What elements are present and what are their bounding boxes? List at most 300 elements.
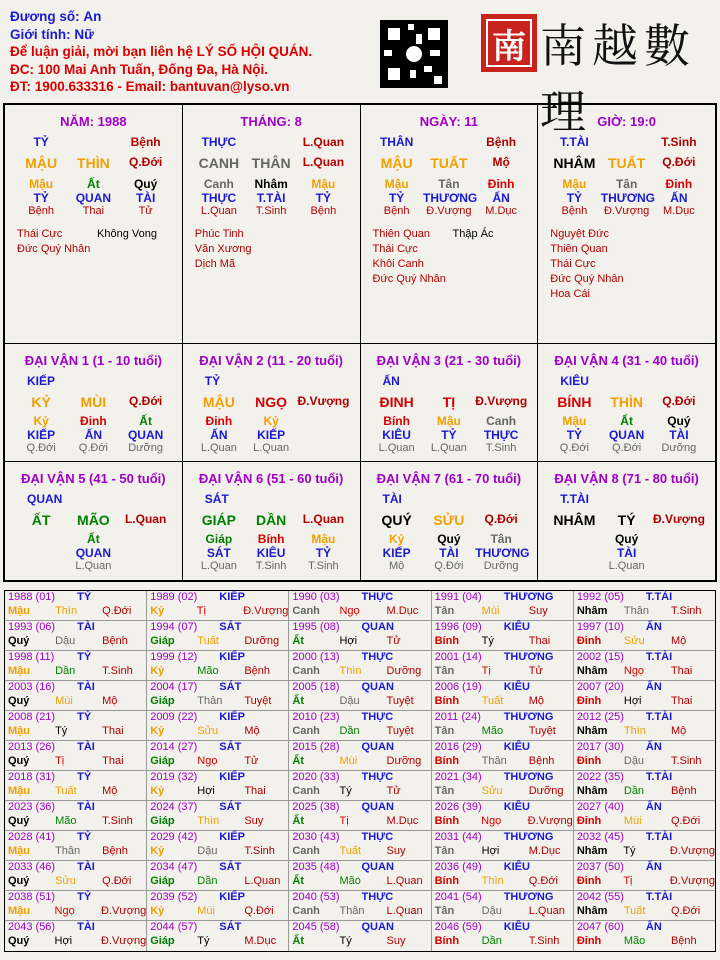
year-top — [5, 771, 146, 785]
year-top — [147, 651, 288, 665]
dai-van-stages-item: Dưỡng — [128, 442, 163, 454]
dai-van-can — [5, 394, 182, 410]
dai-van-stages-item: L.Quan — [608, 560, 645, 572]
year-branch: Tý — [339, 935, 352, 947]
year-stage: Thai — [102, 755, 124, 767]
pillar-gods — [538, 191, 715, 205]
pillar-gods-item: TÀI — [135, 191, 156, 205]
dai-van-stages — [361, 442, 538, 454]
pillar-stages-item: M.Dục — [485, 205, 518, 217]
pillar-stages-item: Đ.Vượng — [426, 205, 472, 217]
year-label: 2001 (14) — [434, 651, 482, 663]
year-top — [432, 591, 573, 605]
year-bottom — [432, 755, 573, 769]
dai-van-hidden-item: Quý — [614, 532, 639, 546]
year-stem: Kỷ — [150, 725, 165, 737]
year-stem: Đinh — [576, 635, 602, 647]
pillar-can-item: Q.Đới — [662, 155, 696, 169]
year-cell — [432, 771, 574, 800]
dai-van-gods-item: QUAN — [608, 428, 645, 442]
year-label: 1994 (07) — [150, 621, 198, 633]
year-stage: Thai — [670, 665, 693, 677]
year-label: 1997 (10) — [576, 621, 624, 633]
dai-van-stages-item: Q.Đới — [26, 442, 56, 454]
year-top — [574, 681, 715, 695]
year-cell — [289, 861, 431, 890]
star-name: Nguyệt Đức — [550, 228, 609, 240]
year-bottom — [574, 905, 715, 919]
year-top — [147, 591, 288, 605]
year-label: 2015 (28) — [292, 741, 340, 753]
star-row — [17, 242, 182, 257]
year-bottom — [147, 905, 288, 919]
brand-logo: 南越數理 — [540, 19, 696, 139]
dai-van-can-item: Q.Đới — [484, 512, 518, 526]
dai-van-can-item: DẦN — [255, 512, 287, 528]
year-cell — [289, 711, 431, 740]
dai-van-gods-item: ẤN — [84, 428, 103, 442]
year-branch: Hợi — [339, 635, 358, 647]
year-cell — [147, 681, 289, 710]
year-top — [574, 621, 715, 635]
year-bottom — [432, 935, 573, 949]
dai-van-top: TỶ — [204, 374, 221, 388]
year-god: TỶ — [77, 771, 92, 783]
dai-van-stages-item: Q.Đới — [612, 442, 642, 454]
dai-van-can-item: Đ.Vượng — [475, 394, 528, 408]
pillar-stages — [5, 205, 182, 217]
year-branch: Mùi — [481, 605, 500, 617]
year-god: SÁT — [219, 801, 242, 813]
star-name: Không Vong — [97, 228, 157, 240]
pillar-stages-item: L.Quan — [200, 205, 237, 217]
year-branch: Thân — [197, 695, 223, 707]
year-stem: Tân — [434, 905, 455, 917]
year-cell — [289, 831, 431, 860]
year-god: SÁT — [219, 741, 242, 753]
dai-van-hidden-item — [549, 532, 601, 546]
dai-van-gods-item: TÀI — [439, 546, 459, 560]
year-top — [5, 891, 146, 905]
year-bottom — [289, 635, 430, 649]
dai-van-gods — [5, 546, 182, 560]
year-god: ẤN — [645, 921, 662, 933]
year-stem: Mậu — [8, 845, 30, 857]
pillar-can-item: MẬU — [380, 155, 413, 171]
year-label: 2007 (20) — [576, 681, 624, 693]
year-row — [5, 651, 715, 681]
dai-van-gods-item: QUAN — [75, 546, 112, 560]
year-stage: Mộ — [670, 725, 687, 737]
dai-van-stages — [538, 442, 715, 454]
year-branch: Dậu — [623, 755, 645, 767]
dai-van-hidden-item: Ất — [87, 532, 100, 546]
year-stage: Q.Đới — [244, 905, 274, 917]
pillar-top-item: L.Quan — [302, 135, 345, 149]
year-god: T.TÀI — [645, 831, 673, 843]
year-god: KIẾP — [219, 891, 245, 903]
year-bottom — [147, 875, 288, 889]
year-stage: Dưỡng — [386, 755, 422, 767]
year-cell — [5, 771, 147, 800]
pillar-cell — [5, 105, 183, 344]
year-label: 2005 (18) — [292, 681, 340, 693]
year-god: QUAN — [361, 681, 394, 693]
year-top — [147, 861, 288, 875]
year-stage: Tuyệt — [528, 725, 556, 737]
year-bottom — [574, 875, 715, 889]
year-stem: Giáp — [150, 875, 175, 887]
year-branch: Dậu — [339, 695, 360, 707]
year-god: T.TÀI — [645, 771, 673, 783]
year-stem: Đinh — [576, 755, 602, 767]
year-top — [432, 891, 573, 905]
pillar-title: NĂM: 1988 — [60, 114, 127, 129]
dai-van-gods-item: KIẾP — [382, 546, 411, 560]
year-cell — [574, 591, 715, 620]
dai-van-gods-item — [120, 546, 172, 560]
year-stage: Mộ — [102, 695, 118, 707]
dai-van-gods-item: THƯƠNG — [475, 546, 530, 560]
star-name: Thập Ác — [452, 228, 494, 240]
pillar-gods-item: TỶ — [315, 191, 332, 205]
dai-van-stages — [183, 560, 360, 572]
pillar-top-item: T.Sinh — [661, 135, 697, 149]
year-god: QUAN — [361, 741, 394, 753]
year-stem: Quý — [8, 815, 30, 827]
year-label: 2013 (26) — [8, 741, 56, 753]
dai-van-can — [361, 512, 538, 528]
dai-van-gods — [5, 428, 182, 442]
year-stem: Giáp — [150, 635, 175, 647]
star-name: Đức Quý Nhân — [17, 243, 91, 255]
pillar-can — [183, 155, 360, 171]
year-stem: Quý — [8, 635, 30, 647]
pillar-hidden-item: Tân — [615, 177, 638, 191]
dai-van-cell — [361, 344, 539, 462]
year-bottom — [147, 725, 288, 739]
year-label: 2046 (59) — [434, 921, 482, 933]
dai-van-stages-item: T.Sinh — [308, 560, 339, 572]
year-god: SÁT — [219, 681, 242, 693]
dai-van-can — [538, 512, 715, 528]
dai-van-hidden — [183, 414, 360, 428]
year-top — [289, 591, 430, 605]
year-bottom — [289, 755, 430, 769]
year-bottom — [147, 815, 288, 829]
pillar-can-item: Mộ — [492, 155, 510, 169]
year-label: 2035 (48) — [292, 861, 340, 873]
star-name: Thiên Quan — [372, 228, 430, 240]
year-top — [289, 861, 430, 875]
pillar-stages-item: M.Dục — [662, 205, 695, 217]
gioi-value: Nữ — [74, 26, 94, 42]
year-row — [5, 711, 715, 741]
year-branch: Tị — [55, 755, 65, 767]
year-bottom — [289, 935, 430, 949]
year-stage: L.Quan — [386, 905, 423, 917]
year-stem: Canh — [292, 905, 320, 917]
star-name: Đức Quý Nhân — [550, 273, 624, 285]
dai-van-gods-item: TỶ — [315, 546, 332, 560]
year-cell — [147, 891, 289, 920]
year-god: THỰC — [361, 591, 394, 603]
pillar-gods-item: THƯƠNG — [600, 191, 655, 205]
year-cell — [5, 591, 147, 620]
dai-van-gods-item: KIẾP — [257, 428, 286, 442]
year-top — [574, 861, 715, 875]
year-label: 2020 (33) — [292, 771, 340, 783]
year-branch: Tý — [623, 845, 636, 857]
year-label: 2021 (34) — [434, 771, 482, 783]
year-stem: Tân — [434, 725, 455, 737]
year-label: 2029 (42) — [150, 831, 198, 843]
pillar-hidden-item: Đinh — [665, 177, 693, 191]
year-bottom — [147, 935, 288, 949]
pillar-stages-item: Bệnh — [28, 205, 54, 217]
year-stage: M.Dục — [386, 605, 419, 617]
year-god: QUAN — [361, 921, 394, 933]
year-bottom — [289, 725, 430, 739]
year-god: THỰC — [361, 651, 394, 663]
year-branch: Tuất — [197, 635, 219, 647]
dai-van-hidden — [183, 532, 360, 546]
dai-van-cell — [183, 344, 361, 462]
year-stage: Bệnh — [244, 665, 271, 677]
dai-van-can-item: THÌN — [610, 394, 643, 410]
dai-van-gods-item: ẤN — [210, 428, 228, 442]
year-label: 1988 (01) — [8, 591, 56, 603]
year-label: 2002 (15) — [576, 651, 624, 663]
dai-van-hidden-item: Ất — [139, 414, 152, 428]
year-god: SÁT — [219, 621, 242, 633]
year-stem: Nhâm — [576, 605, 608, 617]
chart-grid — [3, 103, 717, 582]
year-stage: M.Dục — [386, 815, 419, 827]
year-stem: Bính — [434, 695, 460, 707]
year-branch: Thìn — [623, 725, 646, 737]
year-stage: Bệnh — [102, 845, 128, 857]
year-top — [5, 621, 146, 635]
year-stem: Ất — [292, 815, 305, 827]
year-row — [5, 621, 715, 651]
pillar-stars — [5, 227, 182, 257]
year-god: ẤN — [645, 861, 662, 873]
dai-van-stages — [5, 560, 182, 572]
year-stem: Tân — [434, 605, 455, 617]
seal-logo: 南 — [481, 14, 537, 72]
year-label: 2025 (38) — [292, 801, 340, 813]
header-info — [10, 8, 380, 96]
year-label: 2010 (23) — [292, 711, 340, 723]
year-stem: Kỷ — [150, 605, 165, 617]
year-cell — [147, 801, 289, 830]
year-bottom — [5, 695, 146, 709]
year-top — [574, 891, 715, 905]
year-cell — [574, 831, 715, 860]
star-name: Phúc Tinh — [194, 228, 244, 240]
dai-van-title: ĐẠI VẬN 2 (11 - 20 tuổi) — [199, 353, 343, 368]
pillar-hidden-item: Quý — [133, 177, 158, 191]
dai-van-can — [183, 512, 360, 528]
year-bottom — [5, 935, 146, 949]
year-god: T.TÀI — [645, 711, 673, 723]
year-label: 2008 (21) — [8, 711, 56, 723]
year-stem: Kỷ — [150, 905, 165, 917]
year-stage: L.Quan — [528, 905, 565, 917]
year-cell — [574, 741, 715, 770]
year-cell — [5, 681, 147, 710]
year-god: KIÊU — [503, 861, 530, 873]
year-stage: Bệnh — [670, 935, 697, 947]
star-row — [550, 287, 715, 302]
year-branch: Thìn — [481, 875, 504, 887]
year-god: TỶ — [77, 651, 92, 663]
year-branch: Sửu — [623, 635, 645, 647]
year-stem: Ất — [292, 875, 305, 887]
year-stage: M.Dục — [244, 935, 277, 947]
year-stem: Nhâm — [576, 725, 608, 737]
dai-van-hidden-item: Quý — [437, 532, 461, 546]
year-bottom — [289, 665, 430, 679]
dai-van-can — [538, 394, 715, 410]
year-god: THƯƠNG — [503, 591, 554, 603]
dai-van-hidden-item — [120, 532, 172, 546]
year-top — [289, 741, 430, 755]
year-branch: Hợi — [481, 845, 500, 857]
year-god: KIÊU — [503, 741, 530, 753]
year-top — [574, 771, 715, 785]
dai-van-can-item: BÍNH — [557, 394, 592, 410]
year-branch: Thân — [55, 845, 81, 857]
year-god: T.TÀI — [645, 651, 673, 663]
year-branch: Tị — [481, 665, 491, 677]
year-bottom — [574, 695, 715, 709]
pillar-stages — [361, 205, 538, 217]
year-god: QUAN — [361, 801, 394, 813]
dai-van-title: ĐẠI VẬN 1 (1 - 10 tuổi) — [24, 353, 162, 368]
year-cell — [289, 891, 431, 920]
year-cell — [5, 831, 147, 860]
year-top — [432, 771, 573, 785]
pillar-stages-item: Bệnh — [310, 205, 337, 217]
pillar-hidden-item: Mậu — [311, 177, 336, 191]
year-stem: Quý — [8, 875, 30, 887]
year-top — [432, 711, 573, 725]
year-branch: Thìn — [55, 605, 78, 617]
dai-van-stages — [538, 560, 715, 572]
star-name — [630, 257, 710, 272]
year-bottom — [289, 695, 430, 709]
year-label: 1999 (12) — [150, 651, 198, 663]
year-bottom — [147, 755, 288, 769]
year-branch: Dậu — [197, 845, 218, 857]
year-god: THƯƠNG — [503, 831, 554, 843]
year-cell — [5, 861, 147, 890]
pillar-gods — [183, 191, 360, 205]
pillar-can-item: THÂN — [251, 155, 291, 171]
year-stage: Mộ — [102, 785, 118, 797]
dai-van-gods-item — [15, 546, 67, 560]
dai-van-hidden-item: Bính — [257, 532, 285, 546]
year-god: THỰC — [361, 711, 394, 723]
pillar-hidden-item: Ất — [87, 177, 100, 191]
year-god: THỰC — [361, 891, 394, 903]
year-stem: Nhâm — [576, 845, 608, 857]
year-label: 2047 (60) — [576, 921, 624, 933]
pillar-stages-item: Đ.Vượng — [604, 205, 650, 217]
dai-van-hidden-item — [298, 414, 350, 428]
pillar-can-item: NHÂM — [553, 155, 596, 171]
year-god: TỶ — [77, 831, 92, 843]
year-stage: T.Sinh — [102, 665, 133, 677]
dai-van-hidden-item — [15, 532, 67, 546]
year-branch: Dần — [55, 665, 76, 677]
year-label: 2016 (29) — [434, 741, 482, 753]
year-stem: Đinh — [576, 695, 602, 707]
dai-van-stages-item: Q.Đới — [434, 560, 464, 572]
year-top — [574, 741, 715, 755]
year-label: 2039 (52) — [150, 891, 198, 903]
year-label: 1998 (11) — [8, 651, 55, 663]
year-stem: Mậu — [8, 785, 30, 797]
year-row — [5, 591, 715, 621]
star-row — [550, 242, 715, 257]
star-name — [630, 287, 710, 302]
dai-van-stages — [183, 442, 360, 454]
year-bottom — [147, 635, 288, 649]
year-god: ẤN — [645, 741, 662, 753]
dai-van-hidden-item: Kỷ — [263, 414, 279, 428]
year-label: 2019 (32) — [150, 771, 198, 783]
year-label: 1992 (05) — [576, 591, 624, 603]
year-stem: Bính — [434, 875, 460, 887]
year-label: 2023 (36) — [8, 801, 56, 813]
dai-van-hidden-item: Kỷ — [388, 532, 405, 546]
year-bottom — [5, 635, 146, 649]
dai-van-top: SÁT — [204, 492, 229, 506]
year-branch: Dần — [339, 725, 360, 737]
year-branch: Tuất — [623, 905, 646, 917]
year-stem: Đinh — [576, 875, 602, 887]
year-cell — [289, 801, 431, 830]
year-cell — [5, 651, 147, 680]
dai-van-top: KIÊU — [560, 374, 589, 388]
year-top — [574, 801, 715, 815]
year-top — [432, 831, 573, 845]
year-stem: Nhâm — [576, 905, 608, 917]
star-row — [550, 227, 715, 242]
dai-van-can-item: Q.Đới — [662, 394, 696, 408]
year-cell — [147, 741, 289, 770]
dai-van-title: ĐẠI VẬN 6 (51 - 60 tuổi) — [198, 471, 344, 486]
year-label: 2017 (30) — [576, 741, 624, 753]
year-bottom — [5, 605, 146, 619]
dai-van-gods-item: KIÊU — [382, 428, 411, 442]
year-cell — [147, 861, 289, 890]
dai-van-can-item: SỬU — [433, 512, 465, 528]
pillar-hidden — [183, 177, 360, 191]
year-top — [289, 891, 430, 905]
pillar-top — [538, 135, 715, 149]
dai-van-hidden — [361, 414, 538, 428]
contact-line: Để luận giải, mời bạn liên hệ LÝ SỐ HỘI QUÁN. — [10, 44, 313, 59]
dai-van-can-item: Q.Đới — [129, 394, 163, 408]
dai-van-can-item: MẬU — [202, 394, 235, 410]
star-row — [550, 257, 715, 272]
year-top — [5, 681, 146, 695]
pillar-title: THÁNG: 8 — [240, 114, 302, 129]
